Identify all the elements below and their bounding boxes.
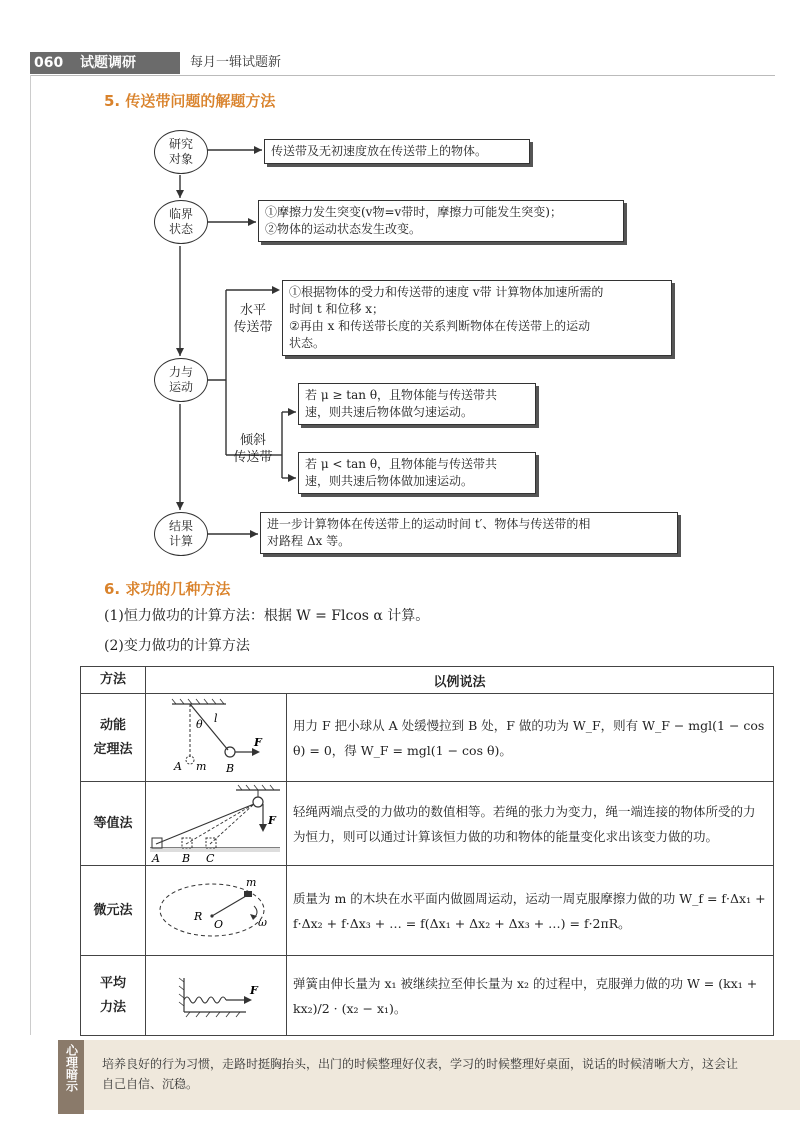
branch-horizontal-label: 水平 传送带 <box>233 303 273 335</box>
col-header-example: 以例说法 <box>146 667 774 694</box>
box-research-object: 传送带及无初速度放在传送带上的物体。 <box>264 139 530 164</box>
col-header-method: 方法 <box>81 667 146 694</box>
spring-figure <box>146 956 286 1032</box>
box-result-calc: 进一步计算物体在传送带上的运动时间 t′、物体与传送带的相 对路程 Δx 等。 <box>260 512 678 554</box>
fig-theta-label: θ <box>196 718 203 731</box>
node-critical-state: 临界 状态 <box>154 200 208 244</box>
method-name: 等值法 <box>81 782 146 866</box>
figure-cell <box>146 782 287 866</box>
pulley-figure <box>146 782 286 862</box>
methods-table <box>80 666 774 1036</box>
figure-cell <box>146 694 287 782</box>
fig-B-label: B <box>226 762 235 775</box>
page-number: 060 <box>34 55 64 71</box>
section6-line1: (1)恒力做功的计算方法：根据 W = Flcos α 计算。 <box>104 608 430 624</box>
table-row <box>81 782 774 866</box>
fig-F-label: F <box>254 736 262 749</box>
node-force-motion: 力与 运动 <box>154 358 208 402</box>
section6-line2: (2)变力做功的计算方法 <box>104 638 250 654</box>
tip-side-text: 心理暗示 <box>64 1044 79 1092</box>
fig-m-label: m <box>246 876 257 889</box>
example-text: 用力 F 把小球从 A 处缓慢拉到 B 处，F 做的功为 W_F，则有 W_F − mgl(1 − cos θ) = 0，得 W_F = mgl(1 − cos θ)。 <box>287 694 774 782</box>
tip-side-label <box>58 1040 84 1114</box>
method-name: 动能 定理法 <box>81 694 146 782</box>
table-row <box>81 694 774 782</box>
box-critical-state: ①摩擦力发生突变(v物=v带时，摩擦力可能发生突变)； ②物体的运动状态发生改变。 <box>258 200 624 242</box>
fig-C-label: C <box>206 852 215 862</box>
box-inclined-case2: 若 μ < tan θ，且物体能与传送带共 速，则共速后物体做加速运动。 <box>298 452 536 494</box>
box-horizontal-belt: ①根据物体的受力和传送带的速度 v带 计算物体加速所需的 时间 t 和位移 x； ②再由 x 和传送带长度的关系判断物体在传送带上的运动 状态。 <box>282 280 672 356</box>
fig-omega-label: ω <box>258 916 267 929</box>
table-header-row <box>81 667 774 694</box>
node-result-calc: 结果 计算 <box>154 512 208 556</box>
header-subtitle: 每月一辑试题新 <box>190 55 282 70</box>
method-name: 平均 力法 <box>81 956 146 1036</box>
fig-l-label: l <box>214 712 218 725</box>
figure-cell <box>146 956 287 1036</box>
section-tag: 试题调研 <box>80 55 136 71</box>
figure-cell <box>146 866 287 956</box>
node-research-object: 研究 对象 <box>154 130 208 174</box>
fig-A-label: A <box>152 852 160 862</box>
branch-inclined-label: 倾斜 传送带 <box>233 433 273 465</box>
fig-O-label: O <box>214 918 224 931</box>
example-text: 弹簧由伸长量为 x₁ 被继续拉至伸长量为 x₂ 的过程中，克服弹力做的功 W = (kx₁ + kx₂)/2 · (x₂ − x₁)。 <box>287 956 774 1036</box>
tip-text: 培养良好的行为习惯，走路时挺胸抬头，出门的时候整理好仪表，学习的时候整理好桌面，说话的时候清晰大方，这会让自己自信、沉稳。 <box>102 1057 739 1091</box>
table-row <box>81 956 774 1036</box>
section5-title: 5. 传送带问题的解题方法 <box>104 92 276 110</box>
section6-title: 6. 求功的几种方法 <box>104 580 231 598</box>
fig-A-label: A <box>174 760 182 773</box>
example-text: 质量为 m 的木块在水平面内做圆周运动，运动一周克服摩擦力做的功 W_f = f·Δx₁ + f·Δx₂ + f·Δx₃ + … = f(Δx₁ + Δx₂ + Δx₃ + …) = f·2πR。 <box>287 866 774 956</box>
fig-F-label: F <box>250 984 258 997</box>
example-text: 轻绳两端点受的力做功的数值相等。若绳的张力为变力，绳一端连接的物体所受的力为恒力，则可以通过计算该恒力做的功和物体的能量变化求出该变力做的功。 <box>287 782 774 866</box>
fig-R-label: R <box>194 910 203 923</box>
fig-F-label: F <box>268 814 276 827</box>
fig-m-label: m <box>196 760 207 773</box>
method-name: 微元法 <box>81 866 146 956</box>
table-row <box>81 866 774 956</box>
box-inclined-case1: 若 μ ≥ tan θ，且物体能与传送带共 速，则共速后物体做匀速运动。 <box>298 383 536 425</box>
pendulum-figure <box>146 694 286 778</box>
fig-B-label: B <box>182 852 191 862</box>
circular-motion-figure <box>146 866 286 952</box>
